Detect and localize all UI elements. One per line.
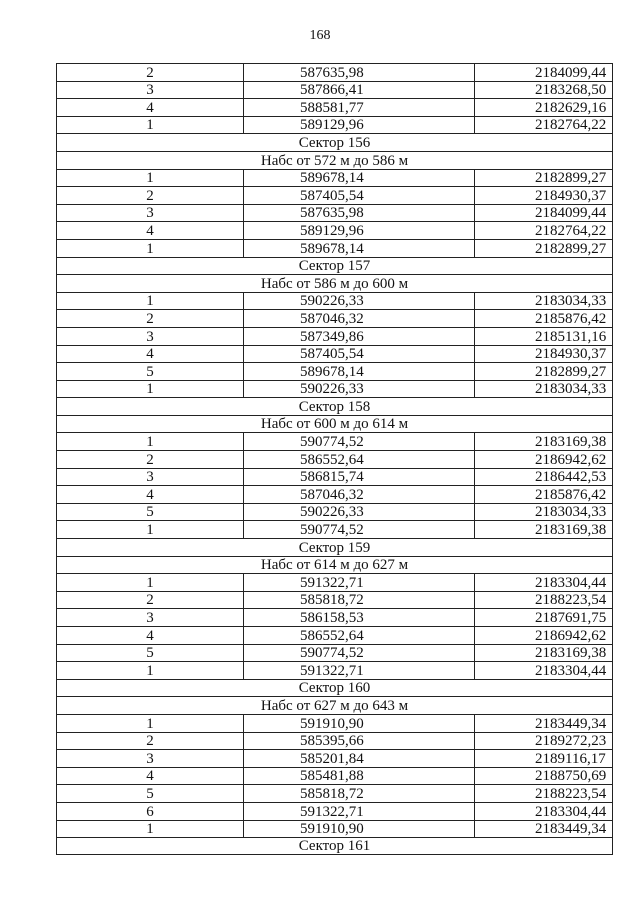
x-coordinate-cell: 588581,77 bbox=[244, 99, 475, 117]
y-coordinate-cell: 2184099,44 bbox=[475, 64, 613, 82]
point-number-cell: 1 bbox=[57, 521, 244, 539]
y-coordinate-cell: 2182899,27 bbox=[475, 239, 613, 257]
point-number-cell: 4 bbox=[57, 345, 244, 363]
table-row bbox=[57, 609, 613, 627]
section-header-row bbox=[57, 151, 613, 169]
y-coordinate-cell: 2186942,62 bbox=[475, 451, 613, 469]
table-row bbox=[57, 310, 613, 328]
table-row bbox=[57, 750, 613, 768]
section-header: Набс от 572 м до 586 м bbox=[57, 151, 613, 169]
y-coordinate-cell: 2183304,44 bbox=[475, 574, 613, 592]
section-header: Набс от 627 м до 643 м bbox=[57, 697, 613, 715]
point-number-cell: 2 bbox=[57, 451, 244, 469]
section-header-row bbox=[57, 539, 613, 557]
table-row bbox=[57, 99, 613, 117]
point-number-cell: 5 bbox=[57, 785, 244, 803]
table-row bbox=[57, 820, 613, 838]
x-coordinate-cell: 586158,53 bbox=[244, 609, 475, 627]
table-row bbox=[57, 451, 613, 469]
table-row bbox=[57, 767, 613, 785]
y-coordinate-cell: 2183449,34 bbox=[475, 820, 613, 838]
point-number-cell: 5 bbox=[57, 363, 244, 381]
section-header: Сектор 156 bbox=[57, 134, 613, 152]
x-coordinate-cell: 590226,33 bbox=[244, 292, 475, 310]
point-number-cell: 4 bbox=[57, 99, 244, 117]
x-coordinate-cell: 586815,74 bbox=[244, 468, 475, 486]
y-coordinate-cell: 2183034,33 bbox=[475, 292, 613, 310]
y-coordinate-cell: 2183268,50 bbox=[475, 81, 613, 99]
table-row bbox=[57, 714, 613, 732]
table-row bbox=[57, 187, 613, 205]
y-coordinate-cell: 2182764,22 bbox=[475, 222, 613, 240]
point-number-cell: 2 bbox=[57, 187, 244, 205]
x-coordinate-cell: 585201,84 bbox=[244, 750, 475, 768]
point-number-cell: 3 bbox=[57, 468, 244, 486]
section-header: Сектор 158 bbox=[57, 398, 613, 416]
y-coordinate-cell: 2185876,42 bbox=[475, 486, 613, 504]
x-coordinate-cell: 587046,32 bbox=[244, 486, 475, 504]
table-row bbox=[57, 292, 613, 310]
point-number-cell: 2 bbox=[57, 732, 244, 750]
y-coordinate-cell: 2183034,33 bbox=[475, 503, 613, 521]
point-number-cell: 3 bbox=[57, 204, 244, 222]
table-row bbox=[57, 169, 613, 187]
point-number-cell: 1 bbox=[57, 714, 244, 732]
x-coordinate-cell: 590226,33 bbox=[244, 503, 475, 521]
x-coordinate-cell: 585818,72 bbox=[244, 591, 475, 609]
point-number-cell: 1 bbox=[57, 820, 244, 838]
point-number-cell: 5 bbox=[57, 644, 244, 662]
y-coordinate-cell: 2184930,37 bbox=[475, 345, 613, 363]
x-coordinate-cell: 587349,86 bbox=[244, 327, 475, 345]
y-coordinate-cell: 2182764,22 bbox=[475, 116, 613, 134]
point-number-cell: 1 bbox=[57, 116, 244, 134]
y-coordinate-cell: 2184930,37 bbox=[475, 187, 613, 205]
y-coordinate-cell: 2186942,62 bbox=[475, 627, 613, 645]
table-row bbox=[57, 64, 613, 82]
table-row bbox=[57, 239, 613, 257]
table-row bbox=[57, 574, 613, 592]
point-number-cell: 6 bbox=[57, 802, 244, 820]
y-coordinate-cell: 2189116,17 bbox=[475, 750, 613, 768]
y-coordinate-cell: 2183034,33 bbox=[475, 380, 613, 398]
table-row bbox=[57, 591, 613, 609]
x-coordinate-cell: 591322,71 bbox=[244, 574, 475, 592]
section-header: Набс от 614 м до 627 м bbox=[57, 556, 613, 574]
y-coordinate-cell: 2185876,42 bbox=[475, 310, 613, 328]
section-header-row bbox=[57, 415, 613, 433]
x-coordinate-cell: 587405,54 bbox=[244, 345, 475, 363]
y-coordinate-cell: 2185131,16 bbox=[475, 327, 613, 345]
table-row bbox=[57, 380, 613, 398]
x-coordinate-cell: 590774,52 bbox=[244, 433, 475, 451]
section-header-row bbox=[57, 679, 613, 697]
y-coordinate-cell: 2183169,38 bbox=[475, 644, 613, 662]
point-number-cell: 3 bbox=[57, 750, 244, 768]
y-coordinate-cell: 2188223,54 bbox=[475, 591, 613, 609]
x-coordinate-cell: 589678,14 bbox=[244, 169, 475, 187]
section-header: Набс от 600 м до 614 м bbox=[57, 415, 613, 433]
table-row bbox=[57, 116, 613, 134]
y-coordinate-cell: 2183449,34 bbox=[475, 714, 613, 732]
section-header: Сектор 159 bbox=[57, 539, 613, 557]
point-number-cell: 3 bbox=[57, 81, 244, 99]
x-coordinate-cell: 591910,90 bbox=[244, 820, 475, 838]
point-number-cell: 3 bbox=[57, 609, 244, 627]
x-coordinate-cell: 587635,98 bbox=[244, 204, 475, 222]
page-number: 168 bbox=[309, 28, 331, 43]
point-number-cell: 2 bbox=[57, 591, 244, 609]
y-coordinate-cell: 2183169,38 bbox=[475, 433, 613, 451]
coordinates-table-body bbox=[57, 64, 613, 855]
table-row bbox=[57, 732, 613, 750]
point-number-cell: 1 bbox=[57, 380, 244, 398]
point-number-cell: 4 bbox=[57, 767, 244, 785]
section-header-row bbox=[57, 275, 613, 293]
section-header: Сектор 157 bbox=[57, 257, 613, 275]
point-number-cell: 1 bbox=[57, 574, 244, 592]
x-coordinate-cell: 589129,96 bbox=[244, 222, 475, 240]
section-header-row bbox=[57, 556, 613, 574]
x-coordinate-cell: 591322,71 bbox=[244, 802, 475, 820]
table-row bbox=[57, 81, 613, 99]
table-row bbox=[57, 204, 613, 222]
section-header-row bbox=[57, 134, 613, 152]
table-row bbox=[57, 644, 613, 662]
table-row bbox=[57, 627, 613, 645]
point-number-cell: 2 bbox=[57, 64, 244, 82]
table-row bbox=[57, 327, 613, 345]
x-coordinate-cell: 586552,64 bbox=[244, 627, 475, 645]
y-coordinate-cell: 2183304,44 bbox=[475, 802, 613, 820]
point-number-cell: 1 bbox=[57, 169, 244, 187]
x-coordinate-cell: 587866,41 bbox=[244, 81, 475, 99]
y-coordinate-cell: 2182629,16 bbox=[475, 99, 613, 117]
x-coordinate-cell: 587635,98 bbox=[244, 64, 475, 82]
table-row bbox=[57, 345, 613, 363]
x-coordinate-cell: 586552,64 bbox=[244, 451, 475, 469]
x-coordinate-cell: 585818,72 bbox=[244, 785, 475, 803]
x-coordinate-cell: 590774,52 bbox=[244, 644, 475, 662]
y-coordinate-cell: 2186442,53 bbox=[475, 468, 613, 486]
table-row bbox=[57, 521, 613, 539]
point-number-cell: 2 bbox=[57, 310, 244, 328]
table-row bbox=[57, 503, 613, 521]
point-number-cell: 1 bbox=[57, 433, 244, 451]
section-header: Сектор 160 bbox=[57, 679, 613, 697]
point-number-cell: 5 bbox=[57, 503, 244, 521]
point-number-cell: 1 bbox=[57, 292, 244, 310]
x-coordinate-cell: 587405,54 bbox=[244, 187, 475, 205]
table-row bbox=[57, 222, 613, 240]
table-row bbox=[57, 486, 613, 504]
x-coordinate-cell: 587046,32 bbox=[244, 310, 475, 328]
table-row bbox=[57, 802, 613, 820]
section-header-row bbox=[57, 257, 613, 275]
section-header: Набс от 586 м до 600 м bbox=[57, 275, 613, 293]
y-coordinate-cell: 2183169,38 bbox=[475, 521, 613, 539]
x-coordinate-cell: 591910,90 bbox=[244, 714, 475, 732]
point-number-cell: 1 bbox=[57, 239, 244, 257]
x-coordinate-cell: 589678,14 bbox=[244, 239, 475, 257]
point-number-cell: 1 bbox=[57, 662, 244, 680]
point-number-cell: 3 bbox=[57, 327, 244, 345]
y-coordinate-cell: 2189272,23 bbox=[475, 732, 613, 750]
table-row bbox=[57, 363, 613, 381]
point-number-cell: 4 bbox=[57, 486, 244, 504]
coordinates-table bbox=[56, 63, 613, 855]
x-coordinate-cell: 585395,66 bbox=[244, 732, 475, 750]
y-coordinate-cell: 2188750,69 bbox=[475, 767, 613, 785]
point-number-cell: 4 bbox=[57, 627, 244, 645]
x-coordinate-cell: 590226,33 bbox=[244, 380, 475, 398]
section-header-row bbox=[57, 398, 613, 416]
x-coordinate-cell: 590774,52 bbox=[244, 521, 475, 539]
section-header: Сектор 161 bbox=[57, 838, 613, 855]
x-coordinate-cell: 589129,96 bbox=[244, 116, 475, 134]
y-coordinate-cell: 2184099,44 bbox=[475, 204, 613, 222]
table-row bbox=[57, 433, 613, 451]
y-coordinate-cell: 2182899,27 bbox=[475, 363, 613, 381]
x-coordinate-cell: 589678,14 bbox=[244, 363, 475, 381]
x-coordinate-cell: 591322,71 bbox=[244, 662, 475, 680]
section-header-row bbox=[57, 697, 613, 715]
table-row bbox=[57, 662, 613, 680]
section-header-row bbox=[57, 838, 613, 855]
table-row bbox=[57, 468, 613, 486]
y-coordinate-cell: 2187691,75 bbox=[475, 609, 613, 627]
y-coordinate-cell: 2182899,27 bbox=[475, 169, 613, 187]
y-coordinate-cell: 2188223,54 bbox=[475, 785, 613, 803]
table-row bbox=[57, 785, 613, 803]
x-coordinate-cell: 585481,88 bbox=[244, 767, 475, 785]
y-coordinate-cell: 2183304,44 bbox=[475, 662, 613, 680]
point-number-cell: 4 bbox=[57, 222, 244, 240]
